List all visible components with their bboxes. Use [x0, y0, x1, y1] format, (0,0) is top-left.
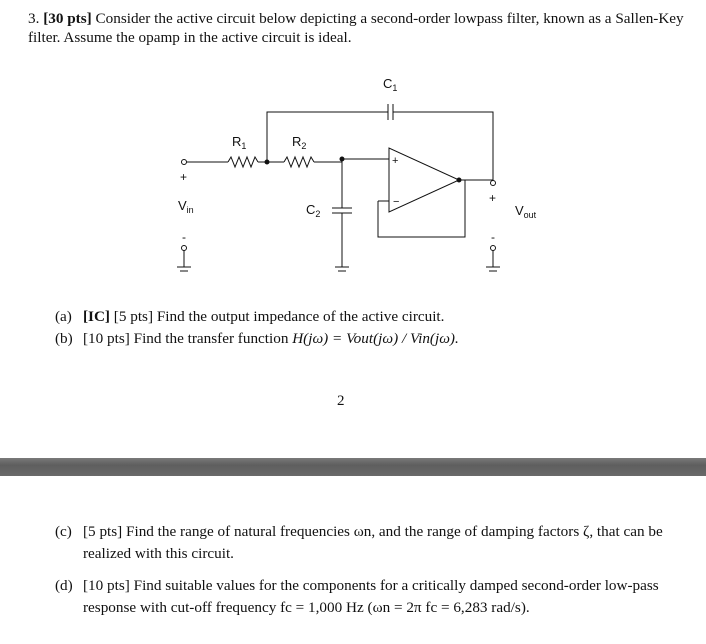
- vout-minus-sign: -: [491, 230, 495, 244]
- part-b-math: H(jω) = Vout(jω) / Vin(jω).: [292, 330, 459, 347]
- page-divider: [0, 458, 706, 476]
- part-b: [55, 328, 695, 350]
- opamp-feedback-wire: [378, 180, 465, 237]
- part-a-tag: [IC]: [83, 308, 110, 325]
- part-a: [55, 306, 695, 328]
- c2-label: $C_2$: [306, 202, 321, 219]
- r1-label: $R_1$: [232, 134, 247, 151]
- part-b-label: (b): [55, 330, 73, 347]
- r2-label: $R_2$: [292, 134, 307, 151]
- part-d-text: [10 pts] Find suitable values for the components for a critically damped second-order low-pass response with cut-off frequency fc = 1,000 Hz (ωn = 2π fc = 6,283 rad/s).: [83, 577, 659, 616]
- page-2: [0, 476, 706, 644]
- opamp-plus-label: +: [392, 155, 399, 167]
- vout-plus-terminal: [491, 181, 496, 186]
- r2-resistor: [284, 157, 314, 167]
- part-d: [55, 575, 695, 619]
- part-a-label: (a): [55, 308, 72, 325]
- c1-label: $C_1$: [383, 76, 398, 93]
- part-c: [55, 521, 695, 565]
- vout-plus-sign: +: [489, 191, 497, 205]
- part-d-label: (d): [55, 577, 73, 594]
- opamp-minus-label: −: [393, 196, 400, 208]
- problem-statement: [28, 9, 688, 47]
- vout-label: $V_{out}$: [515, 203, 537, 220]
- part-c-text: [5 pts] Find the range of natural frequencies ωn, and the range of damping factors ζ, that can be realized with this circuit.: [83, 523, 663, 562]
- c1-feedback-wire: [267, 112, 388, 162]
- vin-plus-sign: +: [180, 170, 188, 184]
- vout-minus-terminal: [491, 246, 496, 251]
- page-number: 2: [337, 393, 345, 409]
- opamp-triangle: [389, 148, 459, 212]
- r1-resistor: [228, 157, 258, 167]
- parts-a-b: [55, 306, 695, 350]
- part-b-text: [10 pts] Find the transfer function: [83, 330, 293, 347]
- vin-minus-terminal: [182, 246, 187, 251]
- c1-to-output-wire: [393, 112, 493, 181]
- sallen-key-circuit-diagram: [160, 62, 560, 292]
- problem-number: 3.: [28, 10, 40, 27]
- vin-label: $V_{in}$: [178, 198, 194, 215]
- vin-minus-sign: -: [182, 230, 186, 244]
- problem-text: Consider the active circuit below depicting a second-order lowpass filter, known as a Sallen-Key filter. Assume the opamp in the active circuit is ideal.: [28, 10, 684, 46]
- part-a-text: [5 pts] Find the output impedance of the active circuit.: [110, 308, 445, 325]
- parts-c-d: [55, 521, 695, 619]
- vin-plus-terminal: [182, 160, 187, 165]
- part-c-label: (c): [55, 523, 72, 540]
- problem-points: [30 pts]: [43, 10, 92, 27]
